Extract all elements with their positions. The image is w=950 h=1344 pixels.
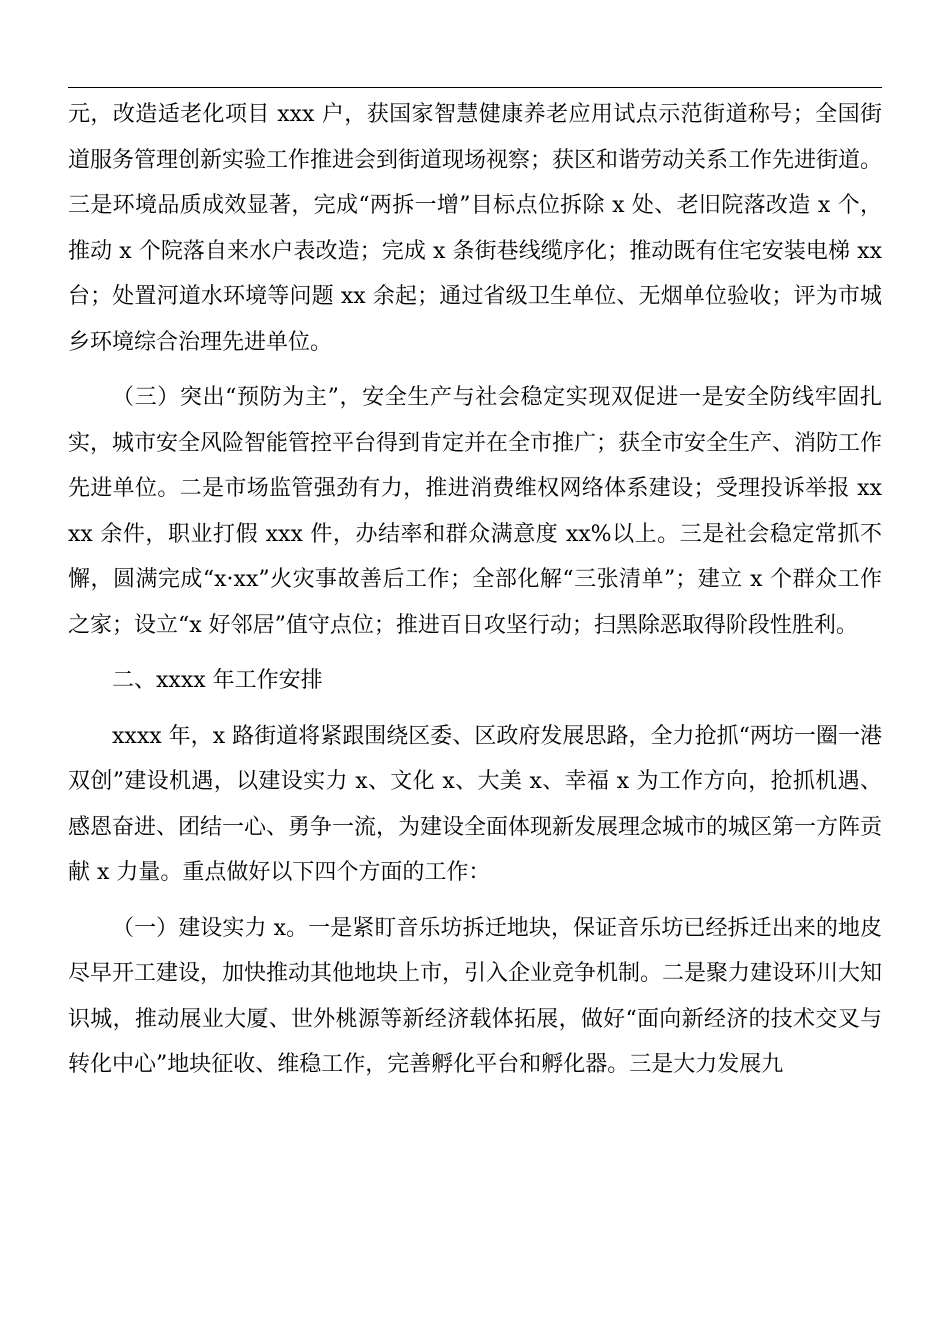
paragraph-work-plan-intro: xxxx 年，x 路街道将紧跟围绕区委、区政府发展思路，全力抢抓“两坊一圈一港双创”建设机遇，以建设实力 x、文化 x、大美 x、幸福 x 为工作方向，抢抓机遇、感恩奋进、团结一心、勇争一流，为建设全面体现新发展理念城市的城区第一方阵贡献 x 力量。重点做好以下四个方面的工作： <box>68 723 883 885</box>
paragraph-safety-stability: （三）突出“预防为主”，安全生产与社会稳定实现双促进一是安全防线牢固扎实，城市安全风险智能管控平台得到肯定并在全市推广；获全市安全生产、消防工作先进单位。二是市场监管强劲有力，推进消费维权网络体系建设；受理投诉举报 xxxx 余件，职业打假 xxx 件，办结率和群众满意度 xx%以上。三是社会稳定常抓不懈，圆满完成“x·xx”火灾事故善后工作；全部化解“三张清单”；建立 x 个群众工作之家；设立“x 好邻居”值守点位；推进百日攻坚行动；扫黑除恶取得阶段性胜利。 <box>68 385 883 638</box>
header-rule <box>68 87 882 88</box>
paragraph-environment-quality: 元，改造适老化项目 xxx 户，获国家智慧健康养老应用试点示范街道称号；全国街道服务管理创新实验工作推进会到街道现场视察；获区和谐劳动关系工作先进街道。三是环境品质成效显著，完成“两拆一增”目标点位拆除 x 处、老旧院落改造 x 个，推动 x 个院落自来水户表改造；完成 x 条街巷线缆序化；推动既有住宅安装电梯 xx 台；处置河道水环境等问题 xx 余起；通过省级卫生单位、无烟单位验收；评为市城乡环境综合治理先进单位。 <box>68 102 883 355</box>
document-body <box>68 92 882 1088</box>
paragraph-gap <box>68 704 882 714</box>
section-heading-work-plan: 二、xxxx 年工作安排 <box>112 668 323 693</box>
paragraph-gap <box>68 896 882 906</box>
paragraph-build-strength: （一）建设实力 x。一是紧盯音乐坊拆迁地块，保证音乐坊已经拆迁出来的地皮尽早开工建设，加快推动其他地块上市，引入企业竞争机制。二是聚力建设环川大知识城，推动展业大厦、世外桃源等新经济载体拓展，做好“面向新经济的技术交叉与转化中心”地块征收、维稳工作，完善孵化平台和孵化器。三是大力发展九 <box>68 915 883 1077</box>
paragraph-gap <box>68 648 882 658</box>
paragraph-gap <box>68 365 882 375</box>
